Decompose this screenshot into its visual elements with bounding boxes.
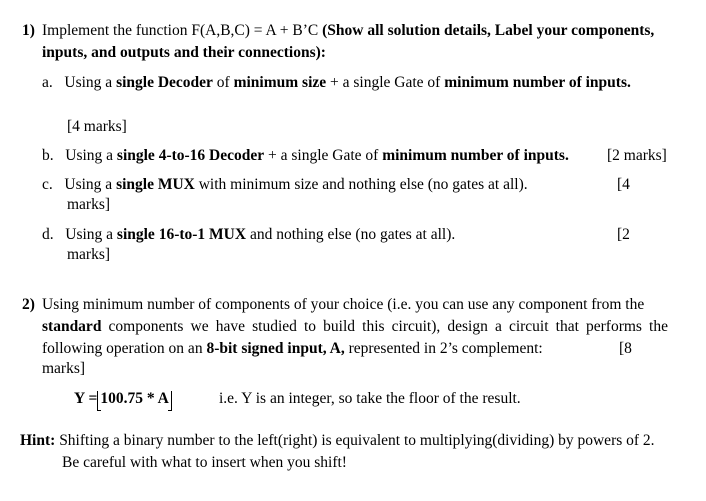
q2-line2-text: components we have studied to build this circuit), design a circuit that performs the — [108, 318, 668, 335]
hint-text1: Shifting a binary number to the left(right) is equivalent to multiplying(dividing) by powers of 2. — [55, 432, 655, 449]
part-d-marks-b: marks] — [67, 246, 111, 263]
q2-standard-bold: standard — [42, 318, 102, 335]
q1-function-text: Implement the function F(A,B,C) = A + B’C — [42, 22, 319, 39]
q2-number: 2) — [22, 296, 35, 313]
formula-lhs: Y = — [74, 390, 98, 407]
hint-line2: Be careful with what to insert when you shift! — [62, 454, 347, 471]
part-b-text1: Using a — [65, 147, 117, 164]
part-a-bold3: minimum number of inputs. — [444, 74, 631, 91]
q2-marks-b: marks] — [42, 360, 86, 377]
q2-marks-a: [8 — [619, 340, 632, 357]
q2-line2 — [42, 318, 668, 336]
formula-inner: 100.75 * A — [100, 390, 169, 407]
q2-input-bold: 8-bit signed input, A, — [206, 340, 345, 357]
part-d-bold1: single 16-to-1 MUX — [116, 226, 247, 243]
part-c-text2: with minimum size and nothing else (no gates at all). — [194, 176, 528, 193]
q1-part-d — [42, 226, 455, 244]
q2-formula — [74, 390, 172, 408]
part-b-marks: [2 marks] — [607, 147, 667, 164]
q1-part-c — [42, 176, 528, 194]
q1-number: 1) — [22, 22, 35, 39]
part-c-marks-b: marks] — [67, 196, 111, 213]
part-b-bold2: minimum number of inputs. — [382, 147, 569, 164]
part-b-letter: b. — [42, 147, 54, 164]
q2-line3-tail: represented in 2’s complement: — [344, 340, 543, 357]
hint-label: Hint: — [20, 432, 56, 449]
q2-line3 — [42, 340, 543, 358]
part-a-text2: of — [212, 74, 234, 91]
q1-instructions: (Show all solution details, Label your components, — [322, 22, 655, 39]
part-d-text1: Using a — [65, 226, 117, 243]
q2-line3-text: following operation on an — [42, 340, 207, 357]
part-b-text2: + a single Gate of — [264, 147, 383, 164]
part-c-bold1: single MUX — [116, 176, 195, 193]
q1-part-b — [42, 147, 569, 165]
part-c-marks-a: [4 — [617, 176, 630, 193]
part-a-bold1: single Decoder — [116, 74, 213, 91]
formula-note: i.e. Y is an integer, so take the floor of the result. — [219, 390, 521, 407]
q1-line1 — [42, 22, 654, 40]
part-d-marks-a: [2 — [617, 226, 630, 243]
q1-part-a — [42, 74, 631, 92]
part-a-text3: + a single Gate of — [326, 74, 445, 91]
part-c-text1: Using a — [64, 176, 117, 193]
part-b-bold1: single 4-to-16 Decoder — [116, 147, 265, 164]
part-c-letter: c. — [42, 176, 53, 193]
part-a-marks: [4 marks] — [67, 118, 127, 135]
part-a-bold2: minimum size — [233, 74, 327, 91]
hint-line1 — [20, 432, 655, 450]
part-d-text2: and nothing else (no gates at all). — [246, 226, 456, 243]
part-d-letter: d. — [42, 226, 54, 243]
formula-floor — [97, 390, 171, 408]
part-a-text1: Using a — [64, 74, 117, 91]
q1-line2: inputs, and outputs and their connections): — [42, 44, 326, 61]
q2-line1: Using minimum number of components of your choice (i.e. you can use any component from the — [42, 296, 645, 313]
part-a-letter: a. — [42, 74, 53, 91]
